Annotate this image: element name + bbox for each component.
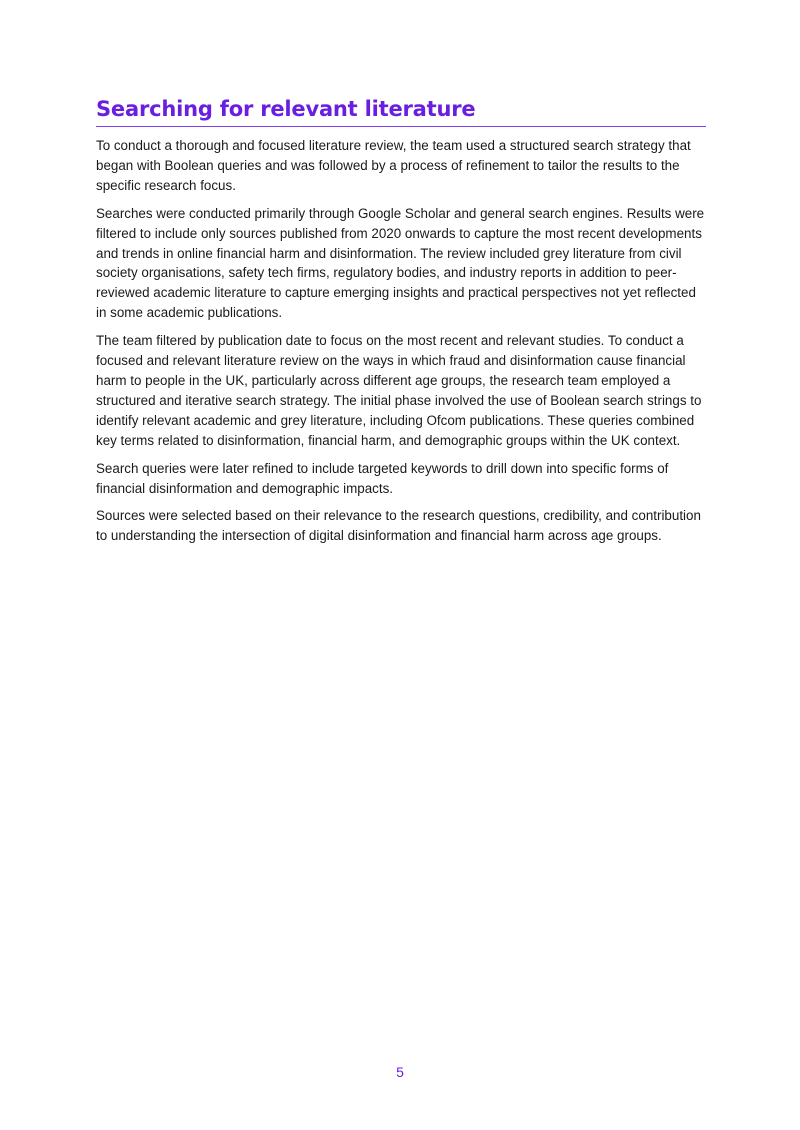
paragraph: Searches were conducted primarily through Google Scholar and general search engines. Results were filtered to include only sources published from 2020 onwards to capture the most recent developments and trends in online financial harm and disinformation. The review included grey literature from civil society organisations, safety tech firms, regulatory bodies, and industry reports in addition to peer-reviewed academic literature to capture emerging insights and practical perspectives not yet reflected in some academic publications. — [96, 205, 705, 321]
page-number: 5 — [396, 1064, 404, 1080]
paragraph: To conduct a thorough and focused literature review, the team used a structured search strategy that began with Boolean queries and was followed by a process of refinement to tailor the results to the specific research focus. — [96, 138, 691, 193]
section-body — [96, 136, 708, 554]
paragraph: Search queries were later refined to include targeted keywords to drill down into specific forms of financial disinformation and demographic impacts. — [96, 460, 669, 496]
paragraph: Sources were selected based on their relevance to the research questions, credibility, and contribution to understanding the intersection of digital disinformation and financial harm across age groups. — [96, 508, 701, 544]
paragraph: The team filtered by publication date to focus on the most recent and relevant studies. To conduct a focused and relevant literature review on the ways in which fraud and disinformation cause financial harm to people in the UK, particularly across different age groups, the research team employed a structured and iterative search strategy. The initial phase involved the use of Boolean search strings to identify relevant academic and grey literature, including Ofcom publications. These queries combined key terms related to disinformation, financial harm, and demographic groups within the UK context. — [96, 333, 702, 448]
section-heading: Searching for relevant literature — [96, 94, 706, 127]
